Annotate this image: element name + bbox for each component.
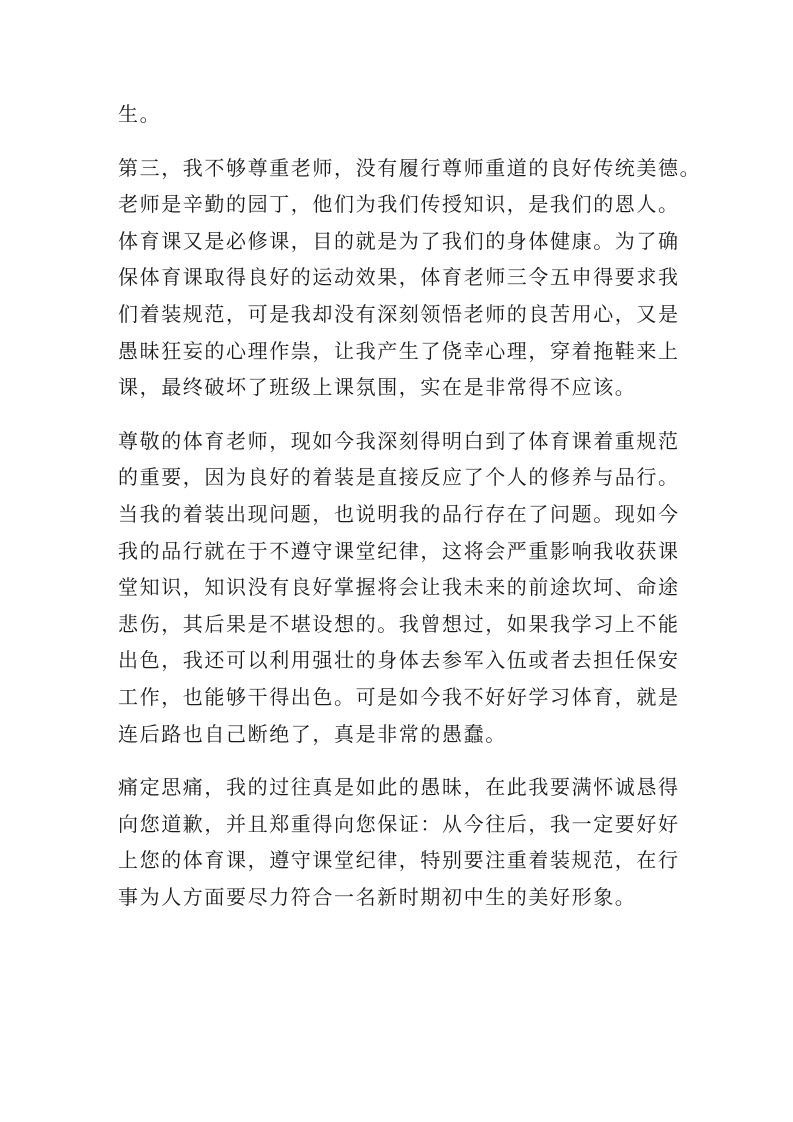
text-line: 第三，我不够尊重老师，没有履行尊师重道的良好传统美德。: [118, 155, 702, 180]
text-line: 工作，也能够干得出色。可是如今我不好好学习体育，就是: [118, 684, 680, 709]
text-line: 课，最终破坏了班级上课氛围，实在是非常得不应该。: [118, 375, 637, 400]
text-line: 生。: [118, 102, 162, 126]
text-line: 上您的体育课，遵守课堂纪律，特别要注重着装规范，在行: [118, 848, 680, 873]
paragraph-1: [118, 96, 678, 133]
text-line: 堂知识，知识没有良好掌握将会让我未来的前途坎坷、命途: [118, 575, 680, 600]
paragraph-4: [118, 769, 678, 915]
text-line: 向您道歉，并且郑重得向您保证：从今往后，我一定要好好: [118, 811, 680, 836]
text-line: 的重要，因为良好的着装是直接反应了个人的修养与品行。: [118, 465, 680, 490]
letter-body: [118, 96, 702, 932]
paragraph-3: [118, 423, 678, 752]
text-line: 愚昧狂妄的心理作祟，让我产生了侥幸心理，穿着拖鞋来上: [118, 338, 680, 363]
text-line: 我的品行就在于不遵守课堂纪律，这将会严重影响我收获课: [118, 538, 680, 563]
text-line: 连后路也自己断绝了，真是非常的愚蠢。: [118, 721, 507, 746]
text-line: 当我的着装出现问题，也说明我的品行存在了问题。现如今: [118, 501, 680, 526]
paragraph-2: [118, 150, 702, 406]
text-line: 尊敬的体育老师，现如今我深刻得明白到了体育课着重规范: [118, 428, 680, 453]
text-line: 老师是辛勤的园丁，他们为我们传授知识，是我们的恩人。: [118, 192, 680, 217]
text-line: 痛定思痛，我的过往真是如此的愚昧，在此我要满怀诚恳得: [118, 775, 680, 800]
text-line: 事为人方面要尽力符合一名新时期初中生的美好形象。: [118, 884, 637, 909]
text-line: 体育课又是必修课，目的就是为了我们的身体健康。为了确: [118, 228, 680, 253]
text-line: 出色，我还可以利用强壮的身体去参军入伍或者去担任保安: [118, 648, 680, 673]
text-line: 们着装规范，可是我却没有深刻领悟老师的良苦用心，又是: [118, 301, 680, 326]
text-line: 悲伤，其后果是不堪设想的。我曾想过，如果我学习上不能: [118, 611, 680, 636]
text-line: 保体育课取得良好的运动效果，体育老师三令五申得要求我: [118, 265, 680, 290]
